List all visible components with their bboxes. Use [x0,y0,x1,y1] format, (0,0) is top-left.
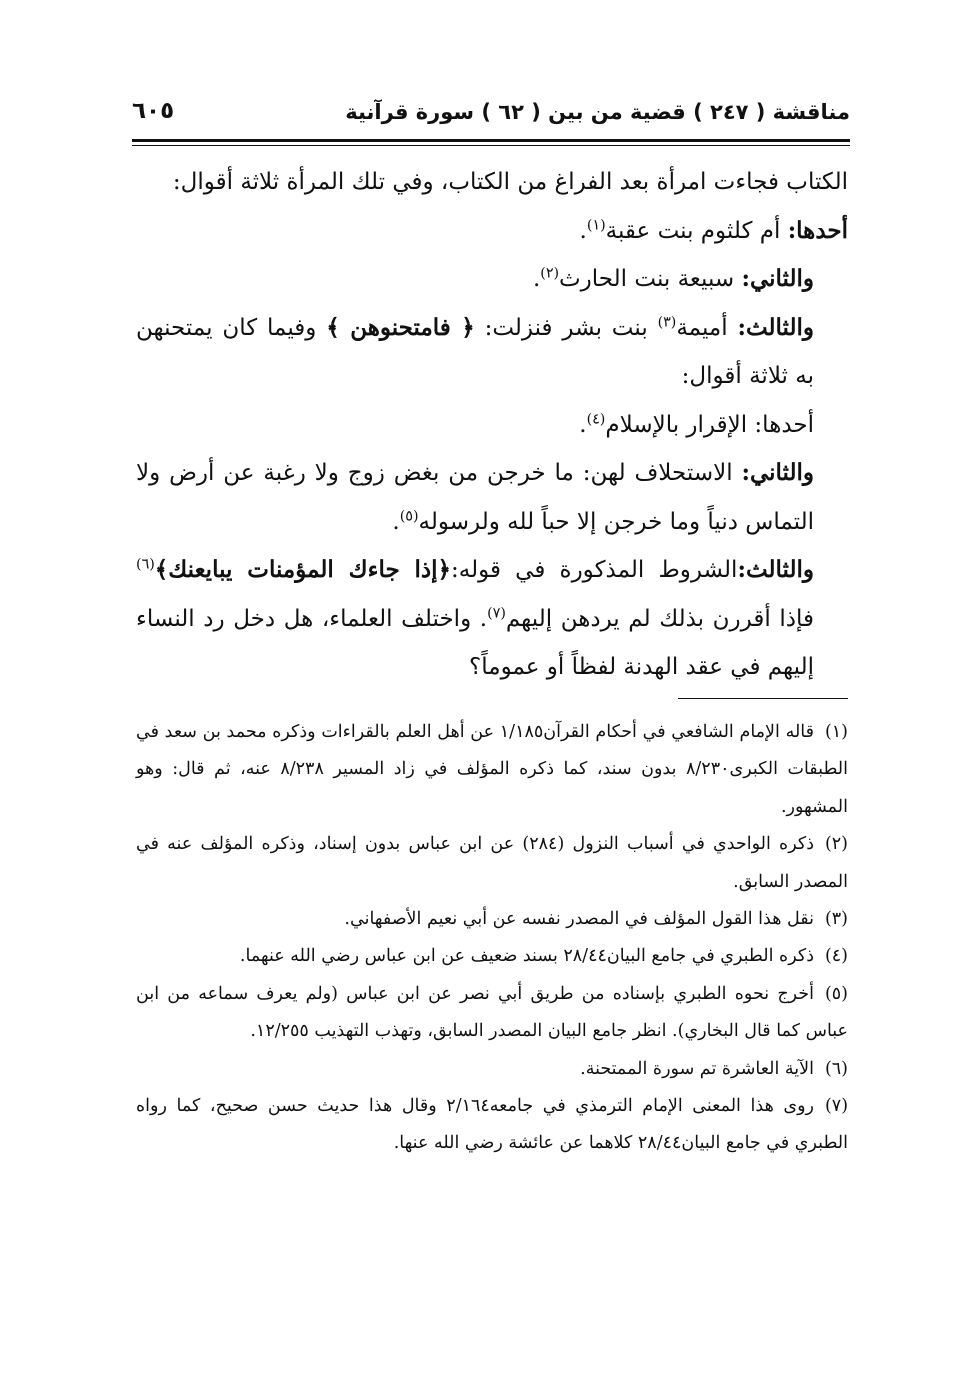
footnote-text: الآية العاشرة تم سورة الممتحنة. [580,1058,814,1079]
footnote-ref-5[interactable]: (٥) [399,507,419,524]
paragraph-2-label: أحدها: [787,216,848,244]
footnote-text: قاله الإمام الشافعي في أحكام القرآن١/١٨٥ عن أهل العلم بالقراءات وذكره محمد بن سعد في الطبقات الكبرى٨/٢٣٠ بدون سند، كما ذكره المؤلف في زاد المسير ٨/٢٣٨ عنه، ثم قال: وهو المشهور. [136,722,848,817]
header-title: مناقشة ( ٢٤٧ ) قضية من بين ( ٦٢ ) سورة قرآنية [345,100,850,124]
footnote-ref-3[interactable]: (٣) [657,313,677,330]
paragraph-2-text: أم كلثوم بنت عقبة [605,217,788,244]
paragraph-7-label: والثالث: [737,556,814,583]
paragraph-3-text: سبيعة بنت الحارث [559,266,742,292]
paragraph-4-label: والثالث: [737,313,814,341]
paragraph-3 [136,255,848,304]
paragraph-6-text: الاستحلاف لهن: ما خرجن من بغض زوج ولا رغبة عن أرض ولا التماس دنياً وما خرجن إلا حباً لله ولرسوله [136,460,814,535]
footnote-6 [136,1051,848,1088]
paragraph-4-text-3: وفيما كان يمتحنهن به ثلاثة أقوال: [136,314,814,389]
footnote-text: أخرج نحوه الطبري بإسناده من طريق أبي نصر عن ابن عباس (ولم يعرف سماعه من ابن عباس كما قال البخاري). انظر جامع البيان المصدر السابق، وتهذب التهذيب ١٢/٢٥٥. [136,983,848,1042]
footnote-text: نقل هذا القول المؤلف في المصدر نفسه عن أبي نعيم الأصفهاني. [344,909,814,930]
footnote-text: روى هذا المعنى الإمام الترمذي في جامعه٢/١٦٤ وقال هذا حديث حسن صحيح، كما رواه الطبري في جامع البيان٢٨/٤٤ كلاهما عن عائشة رضي الله عنها. [136,1096,848,1154]
header-rule-thin [132,145,850,146]
footnote-3 [136,901,848,938]
paragraph-2-end: . [579,217,587,244]
paragraph-3-end: . [532,266,541,292]
footnote-number: (٥) [824,983,848,1004]
page-number: ٦٠٥ [132,98,175,124]
footnote-text: ذكره الواحدي في أسباب النزول (٢٨٤) عن ابن عباس بدون إسناد، وذكره المؤلف عنه في المصدر السابق. [136,834,848,892]
footnote-number: (٣) [824,909,848,930]
footnote-number: (١) [824,722,848,742]
paragraph-7 [136,546,848,692]
footnote-ref-2[interactable]: (٢) [540,265,560,282]
paragraph-4 [136,304,848,401]
paragraph-1-text: الكتاب فجاءت امرأة بعد الفراغ من الكتاب، وفي تلك المرأة ثلاثة أقوال: [172,169,848,195]
paragraph-4-text-2: بنت بشر فنزلت: [474,314,658,341]
footnote-ref-7[interactable]: (٧) [487,604,506,621]
paragraph-3-label: والثاني: [741,265,814,292]
paragraph-7-text-3: . واختلف العلماء، هل دخل رد النساء إليهم في عقد الهدنة لفظاً أو عموماً؟ [136,605,814,680]
footnote-number: (٢) [824,834,848,855]
footnote-7 [136,1088,848,1163]
footnote-separator [678,698,848,699]
paragraph-5-text: أحدها: الإقرار بالإسلام [605,411,814,438]
paragraph-1 [136,158,848,207]
footnote-text: ذكره الطبري في جامع البيان٢٨/٤٤ بسند ضعيف عن ابن عباس رضي الله عنهما. [239,946,814,967]
header-rule-thick [132,139,850,142]
paragraph-4-text-1: أميمة [676,314,738,341]
footnote-4 [136,938,848,975]
paragraph-5 [136,401,848,450]
footnote-number: (٧) [824,1096,849,1117]
footnote-1 [136,714,848,826]
footnote-ref-4[interactable]: (٤) [586,410,606,427]
quran-quote-1: ﴿ فامتحنوهن ﴾ [326,313,475,341]
footnote-number: (٤) [824,946,848,967]
paragraph-6 [136,449,848,546]
footnote-2 [136,826,848,901]
running-header [132,96,850,136]
paragraph-6-label: والثاني: [741,459,814,486]
quran-quote-2: ﴿إذا جاءك المؤمنات يبايعنك﴾ [154,556,452,583]
footnote-ref-1[interactable]: (١) [586,216,606,233]
paragraph-7-text: الشروط المذكورة في قوله: [451,557,738,583]
footnote-5 [136,976,848,1051]
footnotes [136,714,848,1163]
paragraph-7-text-2: فإذا أقررن بذلك لم يردهن إليهم [505,605,814,632]
footnote-ref-6[interactable]: (٦) [136,556,155,573]
main-text [136,158,848,692]
paragraph-6-end: . [392,508,400,535]
footnote-number: (٦) [824,1058,848,1079]
paragraph-5-end: . [579,411,587,438]
paragraph-2 [136,207,848,256]
